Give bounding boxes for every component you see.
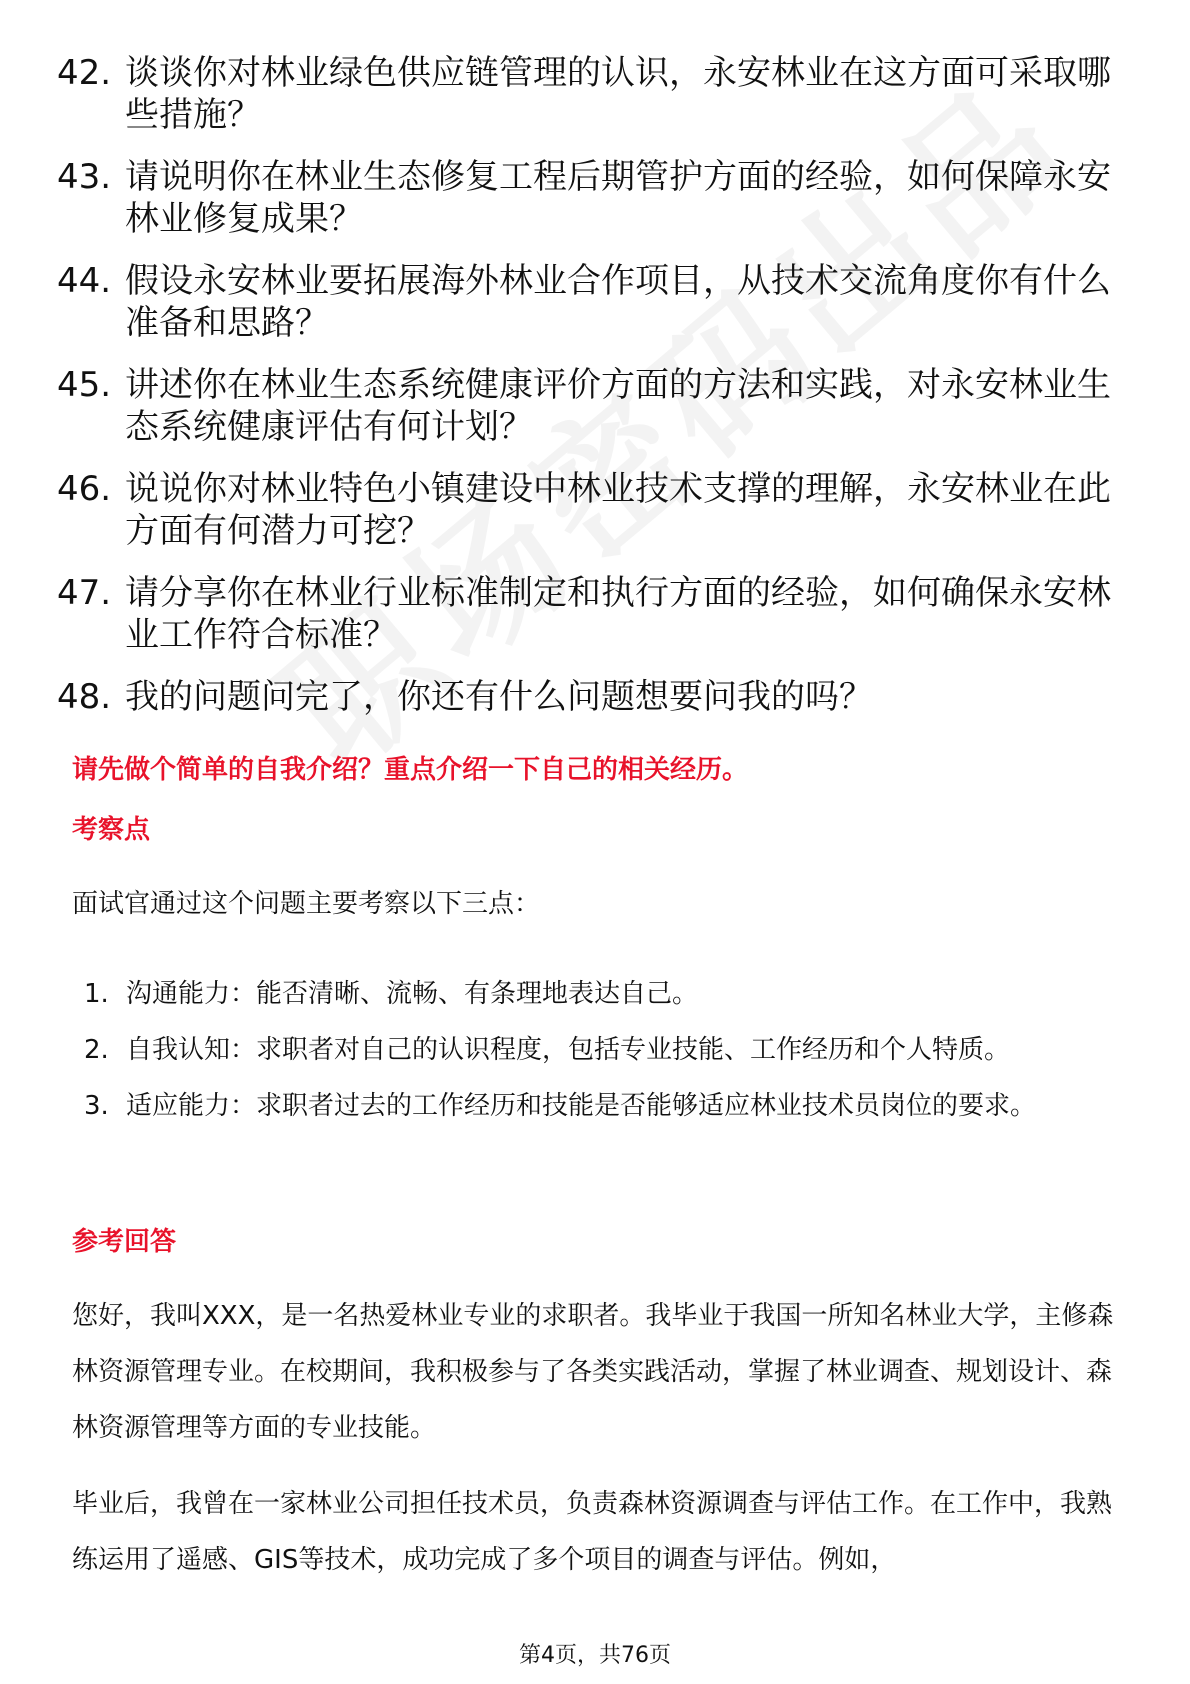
answer-paragraph: 您好，我叫XXX，是一名热爱林业专业的求职者。我毕业于我国一所知名林业大学，主修森林资源管理专业。在校期间，我积极参与了各类实践活动，掌握了林业调查、规划设计、森林资源管理等方面的专业技能。	[72, 1301, 1114, 1443]
list-item	[57, 156, 1132, 240]
item-number: 43.	[57, 157, 112, 197]
list-item	[84, 966, 1124, 1022]
item-number: 2.	[84, 1035, 109, 1065]
item-text: 假设永安林业要拓展海外林业合作项目，从技术交流角度你有什么准备和思路？	[125, 261, 1111, 343]
list-item	[57, 364, 1132, 448]
list-item	[57, 468, 1132, 552]
item-number: 3.	[84, 1091, 109, 1121]
item-number: 48.	[57, 677, 112, 717]
item-text: 适应能力：求职者过去的工作经历和技能是否能够适应林业技术员岗位的要求。	[126, 1091, 1037, 1121]
item-number: 45.	[57, 365, 112, 405]
item-text: 讲述你在林业生态系统健康评价方面的方法和实践，对永安林业生态系统健康评估有何计划？	[125, 365, 1111, 447]
focus-heading: 考察点	[72, 815, 151, 845]
intro-paragraph: 面试官通过这个问题主要考察以下三点：	[72, 889, 541, 919]
item-number: 1.	[84, 979, 109, 1009]
item-number: 46.	[57, 469, 112, 509]
answer-paragraph: 毕业后，我曾在一家林业公司担任技术员，负责森林资源调查与评估工作。在工作中，我熟练运用了遥感、GIS等技术，成功完成了多个项目的调查与评估。例如，	[72, 1489, 1113, 1575]
item-text: 自我认知：求职者对自己的认识程度，包括专业技能、工作经历和个人特质。	[126, 1035, 1011, 1065]
item-number: 44.	[57, 261, 112, 301]
page-number: 第4页，共76页	[519, 1643, 671, 1668]
item-text: 沟通能力：能否清晰、流畅、有条理地表达自己。	[126, 979, 699, 1009]
item-text: 我的问题问完了，你还有什么问题想要问我的吗？	[125, 677, 873, 717]
list-item	[84, 1022, 1124, 1078]
answer-heading: 参考回答	[72, 1227, 177, 1257]
question-list	[57, 52, 1132, 738]
list-item	[57, 572, 1132, 656]
item-text: 请说明你在林业生态修复工程后期管护方面的经验，如何保障永安林业修复成果？	[125, 157, 1111, 239]
item-text: 请分享你在林业行业标准制定和执行方面的经验，如何确保永安林业工作符合标准？	[125, 573, 1111, 655]
list-item	[57, 260, 1132, 344]
item-text: 说说你对林业特色小镇建设中林业技术支撑的理解，永安林业在此方面有何潜力可挖？	[125, 469, 1111, 551]
list-item	[57, 52, 1132, 136]
question-heading: 请先做个简单的自我介绍？重点介绍一下自己的相关经历。	[72, 755, 749, 785]
list-item	[84, 1078, 1124, 1134]
focus-point-list	[84, 966, 1124, 1134]
list-item	[57, 676, 1132, 718]
item-text: 谈谈你对林业绿色供应链管理的认识，永安林业在这方面可采取哪些措施？	[125, 53, 1111, 135]
item-number: 47.	[57, 573, 112, 613]
item-number: 42.	[57, 53, 112, 93]
